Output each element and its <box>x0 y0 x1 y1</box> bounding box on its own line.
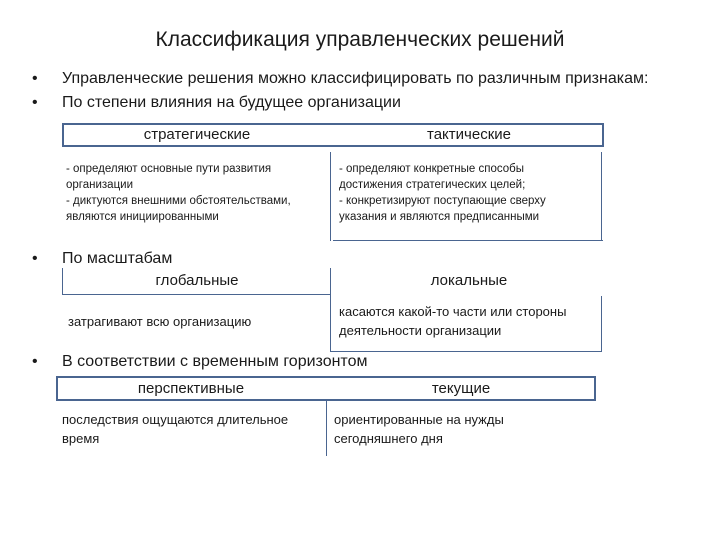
table2-right-header: локальные <box>430 272 508 289</box>
table3-left-header: перспективные <box>137 380 245 397</box>
table1-left-line: - определяют основные пути развития <box>66 163 272 175</box>
bullet-text: Управленческие решения можно классифицировать по различным признакам: <box>62 70 649 87</box>
table2-right-line: касаются какой-то части или стороны <box>339 304 567 319</box>
table2-right-border <box>601 296 602 352</box>
table1-left-line: организации <box>66 179 134 191</box>
table1-right-line: достижения стратегических целей; <box>339 179 526 191</box>
table1-bottom-border <box>333 240 603 241</box>
bullet-horizon <box>32 353 712 373</box>
table1-right-line: - конкретизируют поступающие сверху <box>339 195 546 207</box>
table1-right-line: указания и являются предписанными <box>339 211 540 223</box>
bullet-text: В соответствии с временным горизонтом <box>62 353 368 370</box>
table3-divider <box>326 401 327 456</box>
table3-right-cell <box>334 410 596 448</box>
bullet-dot-icon: • <box>32 353 38 370</box>
table1-right-border <box>601 152 602 241</box>
bullet-influence <box>32 94 712 114</box>
bullet-classification <box>32 70 712 90</box>
bullet-text: По масштабам <box>62 250 173 267</box>
slide-title: Классификация управленческих решений <box>155 28 565 51</box>
table3-left-line: последствия ощущаются длительное <box>62 412 289 427</box>
table1-left-cell <box>66 161 326 225</box>
table1-right-line: - определяют конкретные способы <box>339 163 525 175</box>
table1-left-line: - диктуются внешними обстоятельствами, <box>66 195 291 207</box>
table2-right-cell <box>339 302 601 340</box>
table2-left-header: глобальные <box>155 272 239 289</box>
table2-bottom-border <box>331 351 602 352</box>
table1-left-line: являются инициированными <box>66 211 219 223</box>
table3-right-header: текущие <box>431 380 491 397</box>
table2-left-border-top <box>62 268 63 294</box>
bullet-scale <box>32 250 712 270</box>
table3-left-line: время <box>62 431 100 446</box>
table3-left-cell <box>62 410 324 448</box>
table2-divider <box>330 268 331 352</box>
table2-left-header-bottom <box>62 294 331 295</box>
table1-left-header: стратегические <box>143 126 251 143</box>
table1-right-header: тактические <box>427 126 511 143</box>
bullet-dot-icon: • <box>32 70 38 87</box>
table1-right-cell <box>339 161 599 225</box>
table3-right-line: ориентированные на нужды <box>334 412 504 427</box>
bullet-dot-icon: • <box>32 250 38 267</box>
table2-left-cell: затрагивают всю организацию <box>68 314 252 329</box>
table1-left-divider <box>330 152 331 241</box>
table2-right-line: деятельности организации <box>339 323 502 338</box>
bullet-text: По степени влияния на будущее организации <box>62 94 401 111</box>
bullet-dot-icon: • <box>32 94 38 111</box>
table3-right-line: сегодняшнего дня <box>334 431 443 446</box>
